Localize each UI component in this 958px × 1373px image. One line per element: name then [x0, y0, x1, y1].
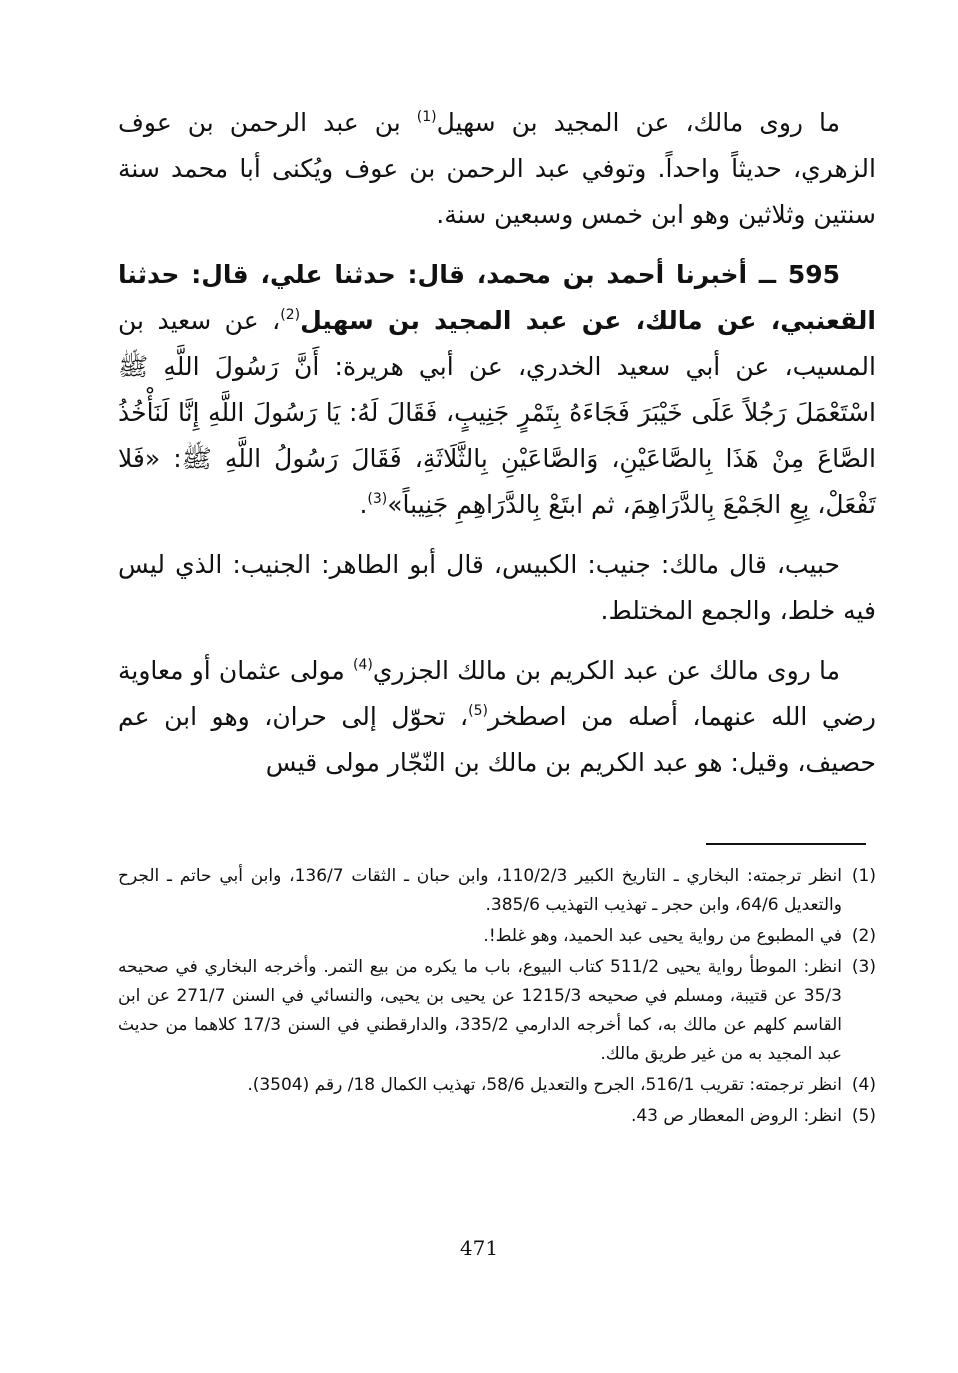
footnote-item: [118, 1071, 876, 1100]
footnote-number: (1): [851, 866, 876, 886]
page-number: 471: [459, 1236, 499, 1260]
paragraph-hadith-595: [118, 252, 876, 528]
paragraph-4-text: ما روى مالك عن عبد الكريم بن مالك الجزري: [372, 656, 840, 685]
hadith-text: ، عن سعيد بن المسيب، عن أبي سعيد الخدري، عن أبي هريرة: أَنَّ رَسُولَ اللَّهِ ﷺ اسْتَعْمَلَ رَجُلاً عَلَى خَيْبَرَ فَجَاءَهُ بِتَمْرٍ جَنِيبٍ، فَقَالَ لَهُ: يَا رَسُولَ اللَّهِ إِنَّا لَنَأْخُذُ الصَّاعَ مِنْ هَذَا بِالصَّاعَيْنِ، وَالصَّاعَيْنِ بِالثَّلَاثَةِ، فَقَالَ رَسُولُ اللَّهِ ﷺ: «فَلا تَفْعَلْ، بِعِ الجَمْعَ بِالدَّرَاهِمَ، ثم ابتَعْ بِالدَّرَاهِمِ جَنِيباً»: [118, 306, 876, 519]
footnote-item: [118, 953, 876, 1069]
footnote-item: [118, 922, 876, 951]
main-text: [118, 100, 876, 800]
footnote-ref-2: (2): [280, 307, 301, 323]
footnote-ref-1: (1): [416, 109, 437, 125]
footnote-text: في المطبوع من رواية يحيى عبد الحميد، وهو غلط!.: [483, 926, 842, 946]
footnote-ref-3: (3): [367, 491, 388, 507]
hadith-chain: أخبرنا أحمد بن محمد، قال: حدثنا علي، قال: حدثنا القعنبي، عن مالك، عن عبد المجيد بن سهيل: [118, 260, 876, 335]
footnote-number: (3): [851, 957, 876, 977]
footnote-text: انظر: الموطأ رواية يحيى 511/2 كتاب البيوع، باب ما يكره من بيع التمر. وأخرجه البخاري في صحيحه 35/3 عن قتيبة، ومسلم في صحيحه 1215/3 عن يحيى بن يحيى، والنسائي في السنن 271/7 عن ابن القاسم كلهم عن مالك به، كما أخرجه الدارمي 335/2، والدارقطني في السنن 17/3 كلاهما من حديث عبد المجيد به من غير طريق مالك.: [118, 957, 842, 1064]
footnote-item: [118, 1102, 876, 1131]
hadith-number: 595 ــ: [758, 260, 840, 289]
footnote-ref-5: (5): [468, 703, 488, 719]
paragraph-1: [118, 100, 876, 238]
footnote-ref-4: (4): [352, 657, 373, 673]
footnote-text: انظر ترجمته: البخاري ـ التاريخ الكبير 110/2/3، وابن حبان ـ الثقات 136/7، وابن أبي حاتم ـ الجرح والتعديل 64/6، وابن حجر ـ تهذيب التهذيب 385/6.: [118, 866, 842, 915]
hadith-end: .: [359, 490, 368, 519]
paragraph-4-text-end: ، تحوّل إلى حران، وهو ابن عم حصيف، وقيل: هو عبد الكريم بن مالك بن النّجّار مولى قيس: [118, 702, 876, 777]
footnote-text: انظر ترجمته: تقريب 516/1، الجرح والتعديل 58/6، تهذيب الكمال 18/ رقم (3504).: [247, 1075, 842, 1095]
footnote-separator: [706, 843, 866, 845]
footnote-number: (2): [851, 926, 876, 946]
paragraph-1-text: ما روى مالك، عن المجيد بن سهيل: [436, 108, 840, 137]
footnote-item: [118, 862, 876, 920]
footnotes: [118, 862, 876, 1133]
paragraph-1-text-cont: بن عبد الرحمن بن عوف الزهري، حديثاً واحداً. وتوفي عبد الرحمن بن عوف ويُكنى أبا محمد سنة سنتين وثلاثين وهو ابن خمس وسبعين سنة.: [118, 108, 876, 229]
footnote-number: (5): [851, 1106, 876, 1126]
footnote-text: انظر: الروض المعطار ص 43.: [630, 1106, 842, 1126]
paragraph-3: حبيب، قال مالك: جنيب: الكبيس، قال أبو الطاهر: الجنيب: الذي ليس فيه خلط، والجمع المختلط.: [118, 550, 876, 625]
footnote-number: (4): [851, 1075, 876, 1095]
paragraph-4: [118, 648, 876, 786]
paragraph-4-text-mid: مولى عثمان أو معاوية رضي الله عنهما، أصله من اصطخر: [118, 656, 876, 731]
